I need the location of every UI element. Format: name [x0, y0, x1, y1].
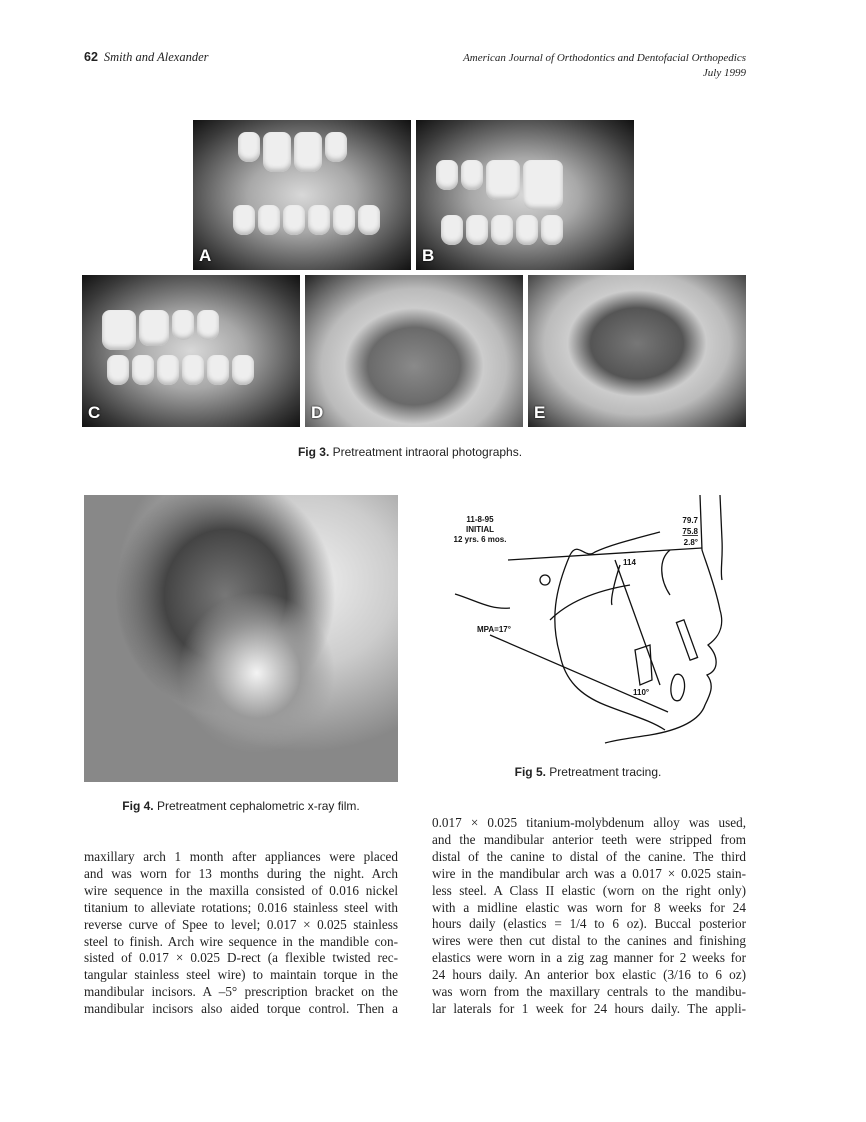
text-line: maxillary arch 1 month after appliances were placed	[84, 849, 398, 864]
text-line: mandibular incisors also aided torque control. Then a	[84, 1001, 398, 1017]
text-line: titanium to alleviate rotations; 0.016 stainless steel with	[84, 899, 398, 915]
panel-label: D	[311, 403, 324, 422]
text-line: wire sequence in the maxilla consisted of 0.016 nickel	[84, 882, 398, 898]
fig3-caption	[0, 445, 820, 459]
text-line: distal of the canine to distal of the canine. The third	[432, 848, 746, 864]
caption-label: Fig 5.	[514, 765, 546, 779]
body-text-left-column	[84, 849, 398, 1018]
text-line: mandibular incisors. A –5° prescription bracket on the	[84, 984, 398, 1000]
fig4-cephalometric-xray	[84, 495, 398, 782]
tracing-age: 12 yrs. 6 mos.	[453, 535, 507, 544]
panel-label: A	[199, 246, 212, 265]
authors: Smith and Alexander	[103, 50, 209, 64]
fig3-photo-d	[305, 275, 523, 427]
text-line: hours daily (elastics = 1/4 to 6 oz). Buccal posterior	[432, 916, 746, 932]
text-line: wires were then cut distal to the canines and finishing	[432, 933, 746, 949]
text-line: less steel. A Class II elastic (worn on the right only)	[432, 882, 746, 898]
caption-label: Fig 4.	[122, 799, 154, 813]
caption-label: Fig 3.	[297, 445, 330, 459]
text-line: was worn from the maxillary centrals to the mandibu-	[432, 984, 746, 1000]
text-line: lar laterals for 1 week for 24 hours daily. The appli-	[432, 1000, 746, 1016]
caption-text: Pretreatment tracing.	[545, 765, 662, 779]
text-line: 0.017 × 0.025 titanium-molybdenum alloy was used,	[432, 815, 746, 830]
text-line: 24 hours daily. An anterior box elastic (3/16 to 6 oz)	[432, 967, 746, 983]
tracing-anb: 2.8°	[683, 538, 698, 547]
text-line: and the mandibular anterior teeth were stripped from	[432, 831, 746, 847]
text-line: sisted of 0.017 × 0.025 D-rect (a flexible twisted rec-	[84, 950, 398, 966]
body-text-right-column	[432, 815, 746, 1018]
tracing-sna: 79.7	[682, 516, 698, 525]
tracing-stage: INITIAL	[466, 525, 494, 534]
text-line: steel to finish. Arch wire sequence in the mandible con-	[84, 933, 398, 949]
panel-label: B	[422, 246, 435, 265]
tracing-angle-114: 114	[623, 558, 636, 567]
text-line: reverse curve of Spee to level; 0.017 × 0.025 stainless	[84, 916, 398, 932]
tracing-date: 11-8-95	[466, 515, 494, 524]
panel-label: C	[88, 403, 101, 422]
page-number: 62	[84, 50, 98, 64]
running-header-right	[463, 51, 746, 81]
fig3-photo-a	[193, 120, 411, 270]
tracing-mpa: MPA=17°	[477, 625, 511, 634]
issue-date: July 1999	[702, 67, 746, 79]
text-line: with a midline elastic was worn for 8 weeks for 24	[432, 899, 746, 915]
caption-text: Pretreatment cephalometric x-ray film.	[153, 799, 360, 813]
running-header-left	[84, 50, 209, 65]
tracing-angle-110: 110°	[633, 688, 650, 697]
text-line: and was worn for 13 months during the night. Arch	[84, 865, 398, 881]
journal-title: American Journal of Orthodontics and Dentofacial Orthopedics	[463, 52, 746, 64]
caption-text: Pretreatment intraoral photographs.	[329, 445, 523, 459]
text-line: wire in the mandibular arch was a 0.017 × 0.025 stain-	[432, 865, 746, 881]
fig5-tracing	[430, 490, 730, 760]
fig3-photo-b	[416, 120, 634, 270]
tracing-snb: 75.8	[682, 527, 698, 536]
fig4-caption	[84, 799, 398, 813]
text-line: tangular stainless steel wire) to maintain torque in the	[84, 967, 398, 983]
fig3-photo-c	[82, 275, 300, 427]
fig3-photo-e	[528, 275, 746, 427]
panel-label: E	[534, 403, 546, 422]
text-line: elastics were worn in a zig zag manner for 2 weeks for	[432, 950, 746, 966]
fig5-caption	[430, 765, 746, 779]
